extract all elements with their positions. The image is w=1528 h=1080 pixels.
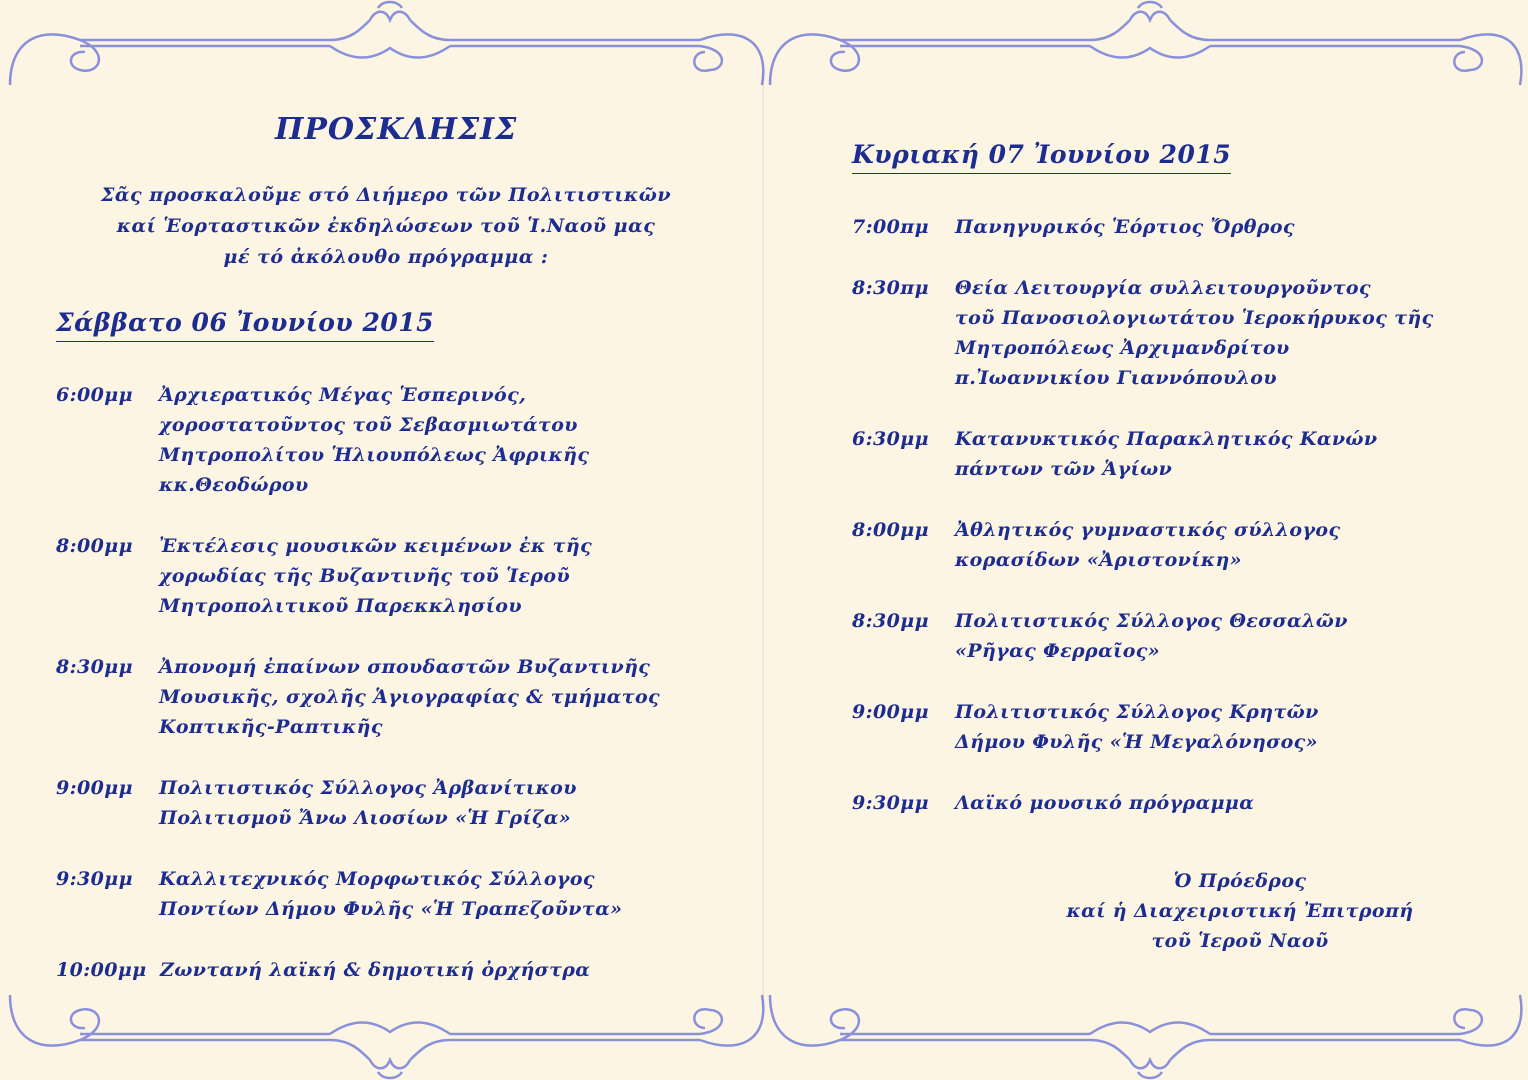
event-description — [955, 606, 1348, 666]
schedule-event — [56, 864, 756, 924]
top-ornament-border — [0, 0, 1528, 90]
schedule-event — [852, 424, 1512, 484]
intro-line: καί Ἑορταστικῶν ἐκδηλώσεων τοῦ Ἱ.Ναοῦ μας — [116, 215, 656, 237]
invitation-title: ΠΡΟΣΚΛΗΣΙΣ — [275, 112, 518, 147]
event-line: Λαϊκό μουσικό πρόγραμμα — [955, 792, 1255, 814]
event-line: Πολιτιστικός Σύλλογος Θεσσαλῶν — [955, 610, 1348, 632]
event-description — [159, 773, 577, 833]
event-line: Κατανυκτικός Παρακλητικός Κανών — [955, 428, 1378, 450]
schedule-event — [852, 606, 1512, 666]
event-description — [955, 424, 1378, 484]
intro-line: Σᾶς προσκαλοῦμε στό Διήμερο τῶν Πολιτιστικῶν — [100, 184, 672, 206]
event-line: Καλλιτεχνικός Μορφωτικός Σύλλογος — [159, 868, 595, 890]
event-time: 8:30πμ — [852, 277, 929, 299]
schedule-event — [56, 531, 756, 621]
signature-line: Ὁ Πρόεδρος — [1173, 870, 1307, 892]
event-time: 8:00μμ — [56, 535, 133, 557]
event-line: Δήμου Φυλῆς «Ἡ Μεγαλόνησος» — [955, 731, 1318, 753]
schedule-event — [852, 515, 1512, 575]
event-line: Ποντίων Δήμου Φυλῆς «Ἡ Τραπεζοῦντα» — [159, 898, 623, 920]
event-line: κορασίδων «Ἀριστονίκη» — [955, 549, 1242, 571]
event-description — [159, 531, 592, 621]
event-line: Κοπτικῆς-Ραπτικῆς — [159, 716, 383, 738]
event-description — [955, 697, 1319, 757]
event-time: 7:00πμ — [852, 216, 929, 238]
event-line: Ἐκτέλεσις μουσικῶν κειμένων ἐκ τῆς — [159, 535, 593, 557]
event-line: Ἀρχιερατικός Μέγας Ἑσπερινός, — [159, 384, 527, 406]
event-line: χοροστατοῦντος τοῦ Σεβασμιωτάτου — [159, 414, 578, 436]
invitation-intro — [66, 180, 706, 273]
event-time: 8:30μμ — [56, 656, 133, 678]
event-line: Θεία Λειτουργία συλλειτουργοῦντος — [955, 277, 1371, 299]
event-time: 8:00μμ — [852, 519, 929, 541]
bottom-ornament-border — [0, 990, 1528, 1080]
schedule-event — [852, 212, 1512, 242]
event-line: Μουσικῆς, σχολῆς Ἁγιογραφίας & τμήματος — [159, 686, 661, 708]
schedule-event — [852, 788, 1512, 818]
event-line: Μητροπόλεως Ἀρχιμανδρίτου — [955, 337, 1290, 359]
event-time: 6:00μμ — [56, 384, 133, 406]
event-line: τοῦ Πανοσιολογιωτάτου Ἱεροκήρυκος τῆς — [955, 307, 1434, 329]
event-line: Πολιτισμοῦ Ἄνω Λιοσίων «Ἡ Γρίζα» — [159, 807, 572, 829]
event-time: 10:00μμ — [56, 959, 147, 981]
event-time: 9:30μμ — [56, 868, 133, 890]
event-time: 8:30μμ — [852, 610, 929, 632]
sunday-heading: Κυριακή 07 Ἰουνίου 2015 — [852, 140, 1231, 174]
event-description — [955, 788, 1254, 818]
event-description — [955, 273, 1434, 393]
event-description — [955, 515, 1340, 575]
event-description — [159, 380, 589, 500]
event-time: 9:00μμ — [56, 777, 133, 799]
event-description — [160, 955, 590, 985]
event-line: Ἀπονομή ἐπαίνων σπουδαστῶν Βυζαντινῆς — [159, 656, 651, 678]
schedule-event — [56, 380, 756, 500]
schedule-event — [56, 955, 756, 985]
event-description — [159, 864, 622, 924]
event-line: Ἀθλητικός γυμναστικός σύλλογος — [955, 519, 1341, 541]
event-time: 9:30μμ — [852, 792, 929, 814]
event-time: 9:00μμ — [852, 701, 929, 723]
sunday-schedule — [852, 212, 1512, 849]
event-line: χορωδίας τῆς Βυζαντινῆς τοῦ Ἱεροῦ — [159, 565, 571, 587]
event-line: πάντων τῶν Ἁγίων — [955, 458, 1173, 480]
signature-block — [1040, 866, 1440, 956]
saturday-heading: Σάββατο 06 Ἰουνίου 2015 — [56, 308, 434, 342]
event-line: π.Ἰωαννικίου Γιαννόπουλου — [955, 367, 1277, 389]
event-description — [955, 212, 1295, 242]
schedule-event — [852, 273, 1512, 393]
event-line: Πολιτιστικός Σύλλογος Ἀρβανίτικου — [159, 777, 577, 799]
signature-line: καί ἡ Διαχειριστική Ἐπιτροπή — [1066, 900, 1414, 922]
event-line: Μητροπολίτου Ἡλιουπόλεως Ἀφρικῆς — [159, 444, 590, 466]
signature-line: τοῦ Ἱεροῦ Ναοῦ — [1151, 930, 1329, 952]
schedule-event — [56, 773, 756, 833]
event-line: «Ρῆγας Φερραῖος» — [955, 640, 1161, 662]
event-time: 6:30μμ — [852, 428, 929, 450]
event-description — [159, 652, 660, 742]
event-line: Ζωντανή λαϊκή & δημοτική ὀρχήστρα — [160, 959, 591, 981]
saturday-schedule — [56, 380, 756, 985]
intro-line: μέ τό ἀκόλουθο πρόγραμμα : — [223, 246, 549, 268]
page-fold — [762, 70, 764, 1010]
schedule-event — [56, 652, 756, 742]
event-line: κκ.Θεοδώρου — [159, 474, 309, 496]
event-line: Πολιτιστικός Σύλλογος Κρητῶν — [955, 701, 1319, 723]
schedule-event — [852, 697, 1512, 757]
event-line: Πανηγυρικός Ἑόρτιος Ὄρθρος — [955, 216, 1295, 238]
event-line: Μητροπολιτικοῦ Παρεκκλησίου — [159, 595, 522, 617]
